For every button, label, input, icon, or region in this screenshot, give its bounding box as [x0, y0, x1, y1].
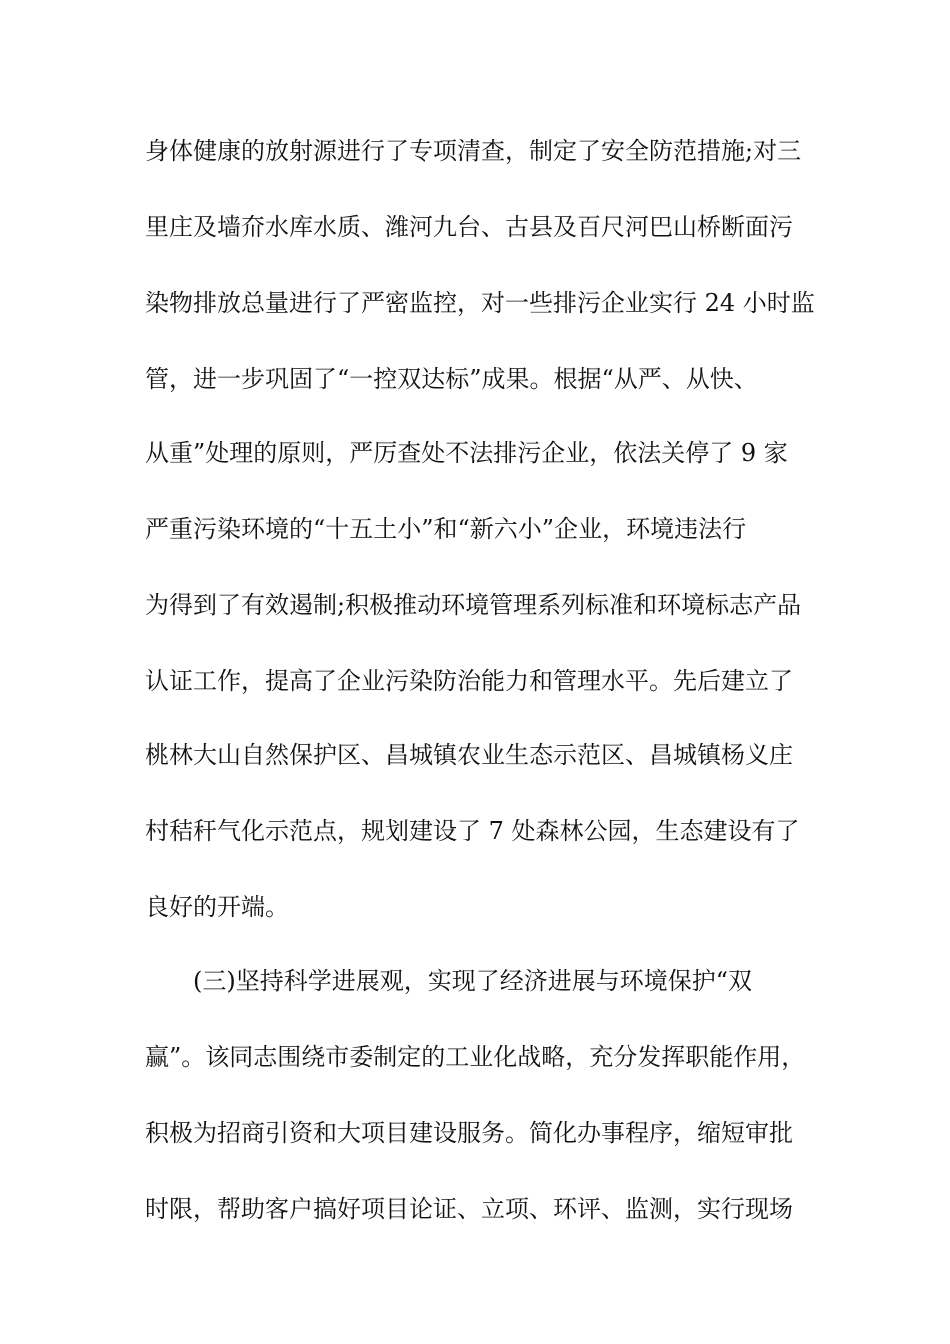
text-line: 身体健康的放射源进行了专项清查，制定了安全防范措施;对三 [145, 137, 802, 165]
text-line: 村秸秆气化示范点，规划建设了 7 处森林公园，生态建设有了 [145, 817, 800, 845]
text-line: 认证工作，提高了企业污染防治能力和管理水平。先后建立了 [145, 667, 793, 695]
text-line: 严重污染环境的“十五土小”和“新六小”企业，环境违法行 [145, 515, 747, 543]
text-line: 管，进一步巩固了“一控双达标”成果。根据“从严、从快、 [145, 365, 758, 393]
text-line: 为得到了有效遏制;积极推动环境管理系列标准和环境标志产品 [145, 591, 802, 619]
text-line: 时限，帮助客户搞好项目论证、立项、环评、监测，实行现场 [145, 1195, 793, 1223]
text-line: 桃林大山自然保护区、昌城镇农业生态示范区、昌城镇杨义庄 [145, 741, 793, 769]
text-line: 染物排放总量进行了严密监控，对一些排污企业实行 24 小时监 [145, 289, 815, 317]
text-line: 里庄及墙夼水库水质、潍河九台、古县及百尺河巴山桥断面污 [145, 213, 793, 241]
text-line: 从重”处理的原则，严厉查处不法排污企业，依法关停了 9 家 [145, 439, 788, 467]
text-line: 赢”。该同志围绕市委制定的工业化战略，充分发挥职能作用， [145, 1043, 806, 1071]
text-line: 积极为招商引资和大项目建设服务。简化办事程序，缩短审批 [145, 1119, 793, 1147]
text-line: 良好的开端。 [145, 893, 289, 921]
paragraph-heading-line: (三)坚持科学进展观，实现了经济进展与环境保护“双 [193, 967, 752, 995]
